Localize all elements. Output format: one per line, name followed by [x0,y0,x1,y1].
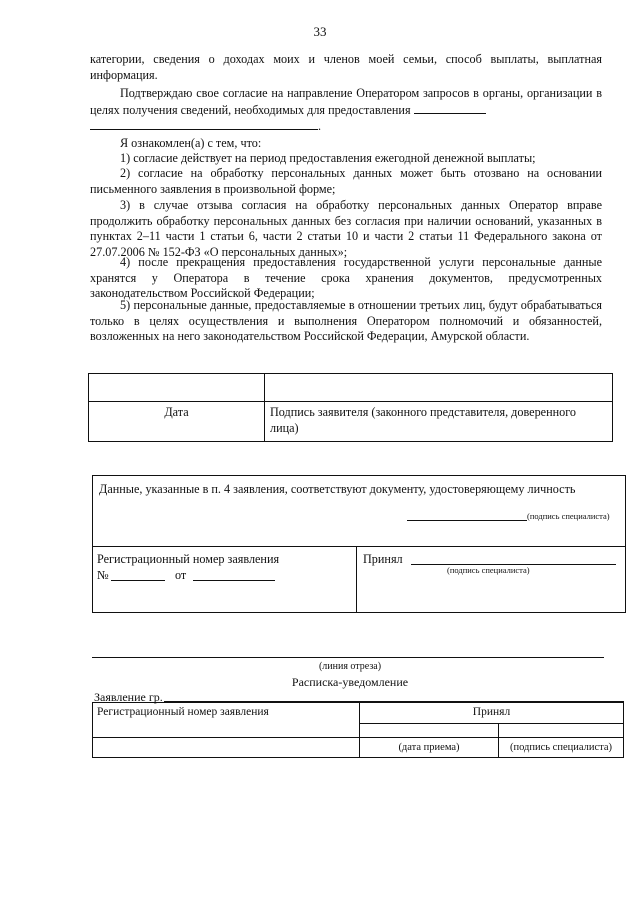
receipt-signature-caption: (подпись специалиста) [499,737,624,758]
ack-item-3: 3) в случае отзыва согласия на обработку персональных данных Оператор вправе продолжить обработку персональных данных без согласия при наличии оснований, указанных в пунктах 2–11 части 1 статьи 6, части 2 статьи 10 и части 2 статьи 11 Федерального закона от 27.07.2006 № 152-ФЗ «О персональных данных»; [90,198,602,259]
box-divider [93,546,625,547]
ack-item-1: 1) согласие действует на период предоставления ежегодной денежной выплаты; [120,151,536,165]
data-match-text: Данные, указанные в п. 4 заявления, соответствуют документу, удостоверяющему личность [99,482,576,496]
reg-date-blank[interactable] [193,580,275,581]
signature-label: Подпись заявителя (законного представителя, доверенного лица) [265,402,613,442]
receipt-date-input-cell[interactable] [360,723,499,737]
specialist-signature-caption: (подпись специалиста) [527,511,610,521]
cut-line [92,657,604,658]
purpose-blank-2[interactable] [90,118,318,130]
purpose-blank-1[interactable] [414,102,486,114]
accepted-label: Принял [363,552,403,566]
acknowledged-heading: Я ознакомлен(а) с тем, что: [120,136,262,150]
ack-item-4: 4) после прекращения предоставления государственной услуги персональные данные хранятся у Оператора в течение срока хранения документов, предусмотренных законодательством Российской Федерации; [90,255,602,300]
signature-input-cell[interactable] [265,374,613,402]
page-number: 33 [313,24,327,39]
cut-line-caption: (линия отреза) [318,661,382,672]
specialist-signature-line[interactable] [407,520,527,521]
receipt-signature-input-cell[interactable] [499,723,624,737]
receipt-table [92,702,624,758]
signature-table [88,373,613,442]
receipt-reg-number-label: Регистрационный номер заявления [93,703,360,738]
statement-label: Заявление гр. [94,690,163,704]
reg-number-blank[interactable] [111,580,165,581]
date-label: Дата [89,402,265,442]
from-label: от [175,568,187,582]
ack-item-2: 2) согласие на обработку персональных данных может быть отозвано на основании письменного заявления в произвольной форме; [90,166,602,196]
ack-item-5: 5) персональные данные, предоставляемые в отношении третьих лиц, будут обрабатываться только в целях осуществления и выполнения Оператором полномочий и обязанностей, возложенных на него законодательством Российской Федерации, Амурской области. [90,298,602,343]
receipt-reg-number-input-cell[interactable] [93,737,360,758]
date-input-cell[interactable] [89,374,265,402]
paragraph-consent-requests [90,86,602,135]
box-vertical-divider [356,546,357,612]
receipt-title: Расписка-уведомление [291,675,409,689]
consent-requests-end: . [318,119,322,133]
accepted-signature-caption: (подпись специалиста) [447,565,530,575]
receipt-accepted-label: Принял [360,703,624,724]
receipt-date-caption: (дата приема) [360,737,499,758]
reg-number-label: Регистрационный номер заявления [97,552,280,566]
consent-requests-text: Подтверждаю свое согласие на направление Оператором запросов в органы, организации в целях получения сведений, необходимых для предоставления [90,86,602,117]
specialist-verification-box [92,475,626,613]
paragraph-income-info: категории, сведения о доходах моих и членов моей семьи, способ выплаты, выплатная информация. [90,52,602,82]
number-sign: № [97,568,109,582]
